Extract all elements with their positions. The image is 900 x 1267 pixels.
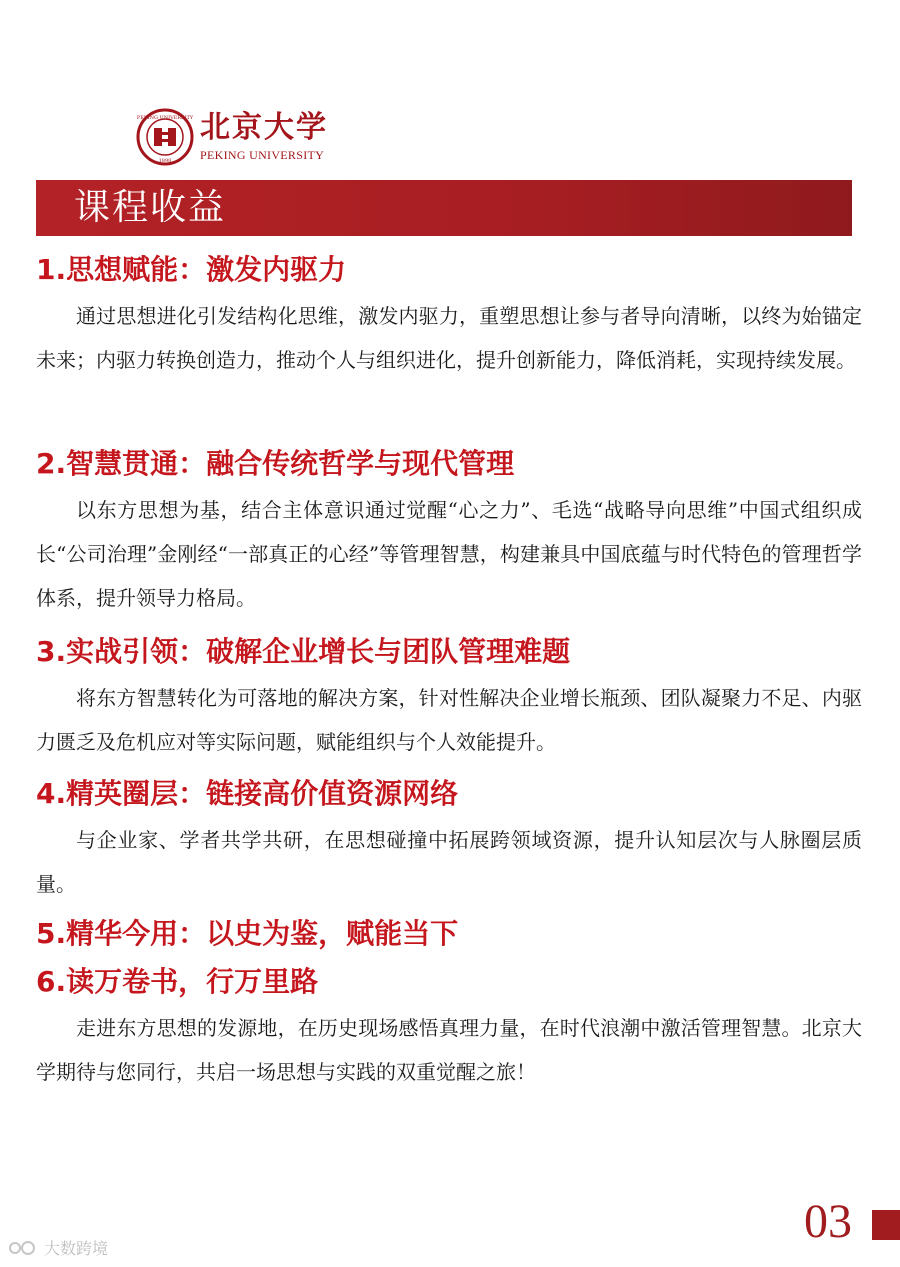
section-heading: 6.读万卷书，行万里路 [36,965,319,998]
section-heading: 3.实战引领：破解企业增长与团队管理难题 [36,635,571,668]
section-text: 将东方智慧转化为可落地的解决方案，针对性解决企业增长瓶颈、团队凝聚力不足、内驱力匮乏及危机应对等实际问题，赋能组织与个人效能提升。 [36,686,862,754]
section-heading: 4.精英圈层：链接高价值资源网络 [36,777,459,810]
benefit-section-4 [36,776,862,906]
section-heading: 1.思想赋能：激发内驱力 [36,253,347,286]
page-number-square [872,1210,900,1240]
section-heading: 2.智慧贯通：融合传统哲学与现代管理 [36,447,515,480]
university-name-cn: 北京大学 [200,110,328,145]
benefit-section-2 [36,446,862,620]
watermark [8,1236,108,1259]
peking-university-seal-icon [136,108,194,166]
section-text: 与企业家、学者共学共研，在思想碰撞中拓展跨领域资源，提升认知层次与人脉圈层质量。 [36,828,862,896]
benefit-section-6 [36,964,862,1094]
section-text: 以东方思想为基，结合主体意识通过觉醒“心之力”、毛选“战略导向思维”中国式组织成长“公司治理”金刚经“一部真正的心经”等管理智慧，构建兼具中国底蕴与时代特色的管理哲学体系，提升领导力格局。 [36,498,862,610]
page-title: 课程收益 [74,187,227,228]
title-banner [36,180,852,236]
university-name-en: PEKING UNIVERSITY [200,148,325,162]
page-number: 03 [804,1195,852,1248]
watermark-text: 大数跨境 [44,1239,109,1258]
section-text: 走进东方思想的发源地，在历史现场感悟真理力量，在时代浪潮中激活管理智慧。北京大学期待与您同行，共启一场思想与实践的双重觉醒之旅！ [36,1016,862,1084]
section-text: 通过思想进化引发结构化思维，激发内驱力，重塑思想让参与者导向清晰，以终为始锚定未来；内驱力转换创造力，推动个人与组织进化，提升创新能力，降低消耗，实现持续发展。 [36,304,862,372]
seal-year: 1898 [158,158,172,164]
benefit-section-3 [36,634,862,764]
benefit-section-1 [36,252,862,382]
watermark-logo-icon [8,1238,38,1258]
university-logo [136,108,356,168]
section-heading: 5.精华今用：以史为鉴，赋能当下 [36,917,459,950]
benefit-section-5 [36,916,862,952]
seal-text: PEKING UNIVERSITY [136,115,194,121]
